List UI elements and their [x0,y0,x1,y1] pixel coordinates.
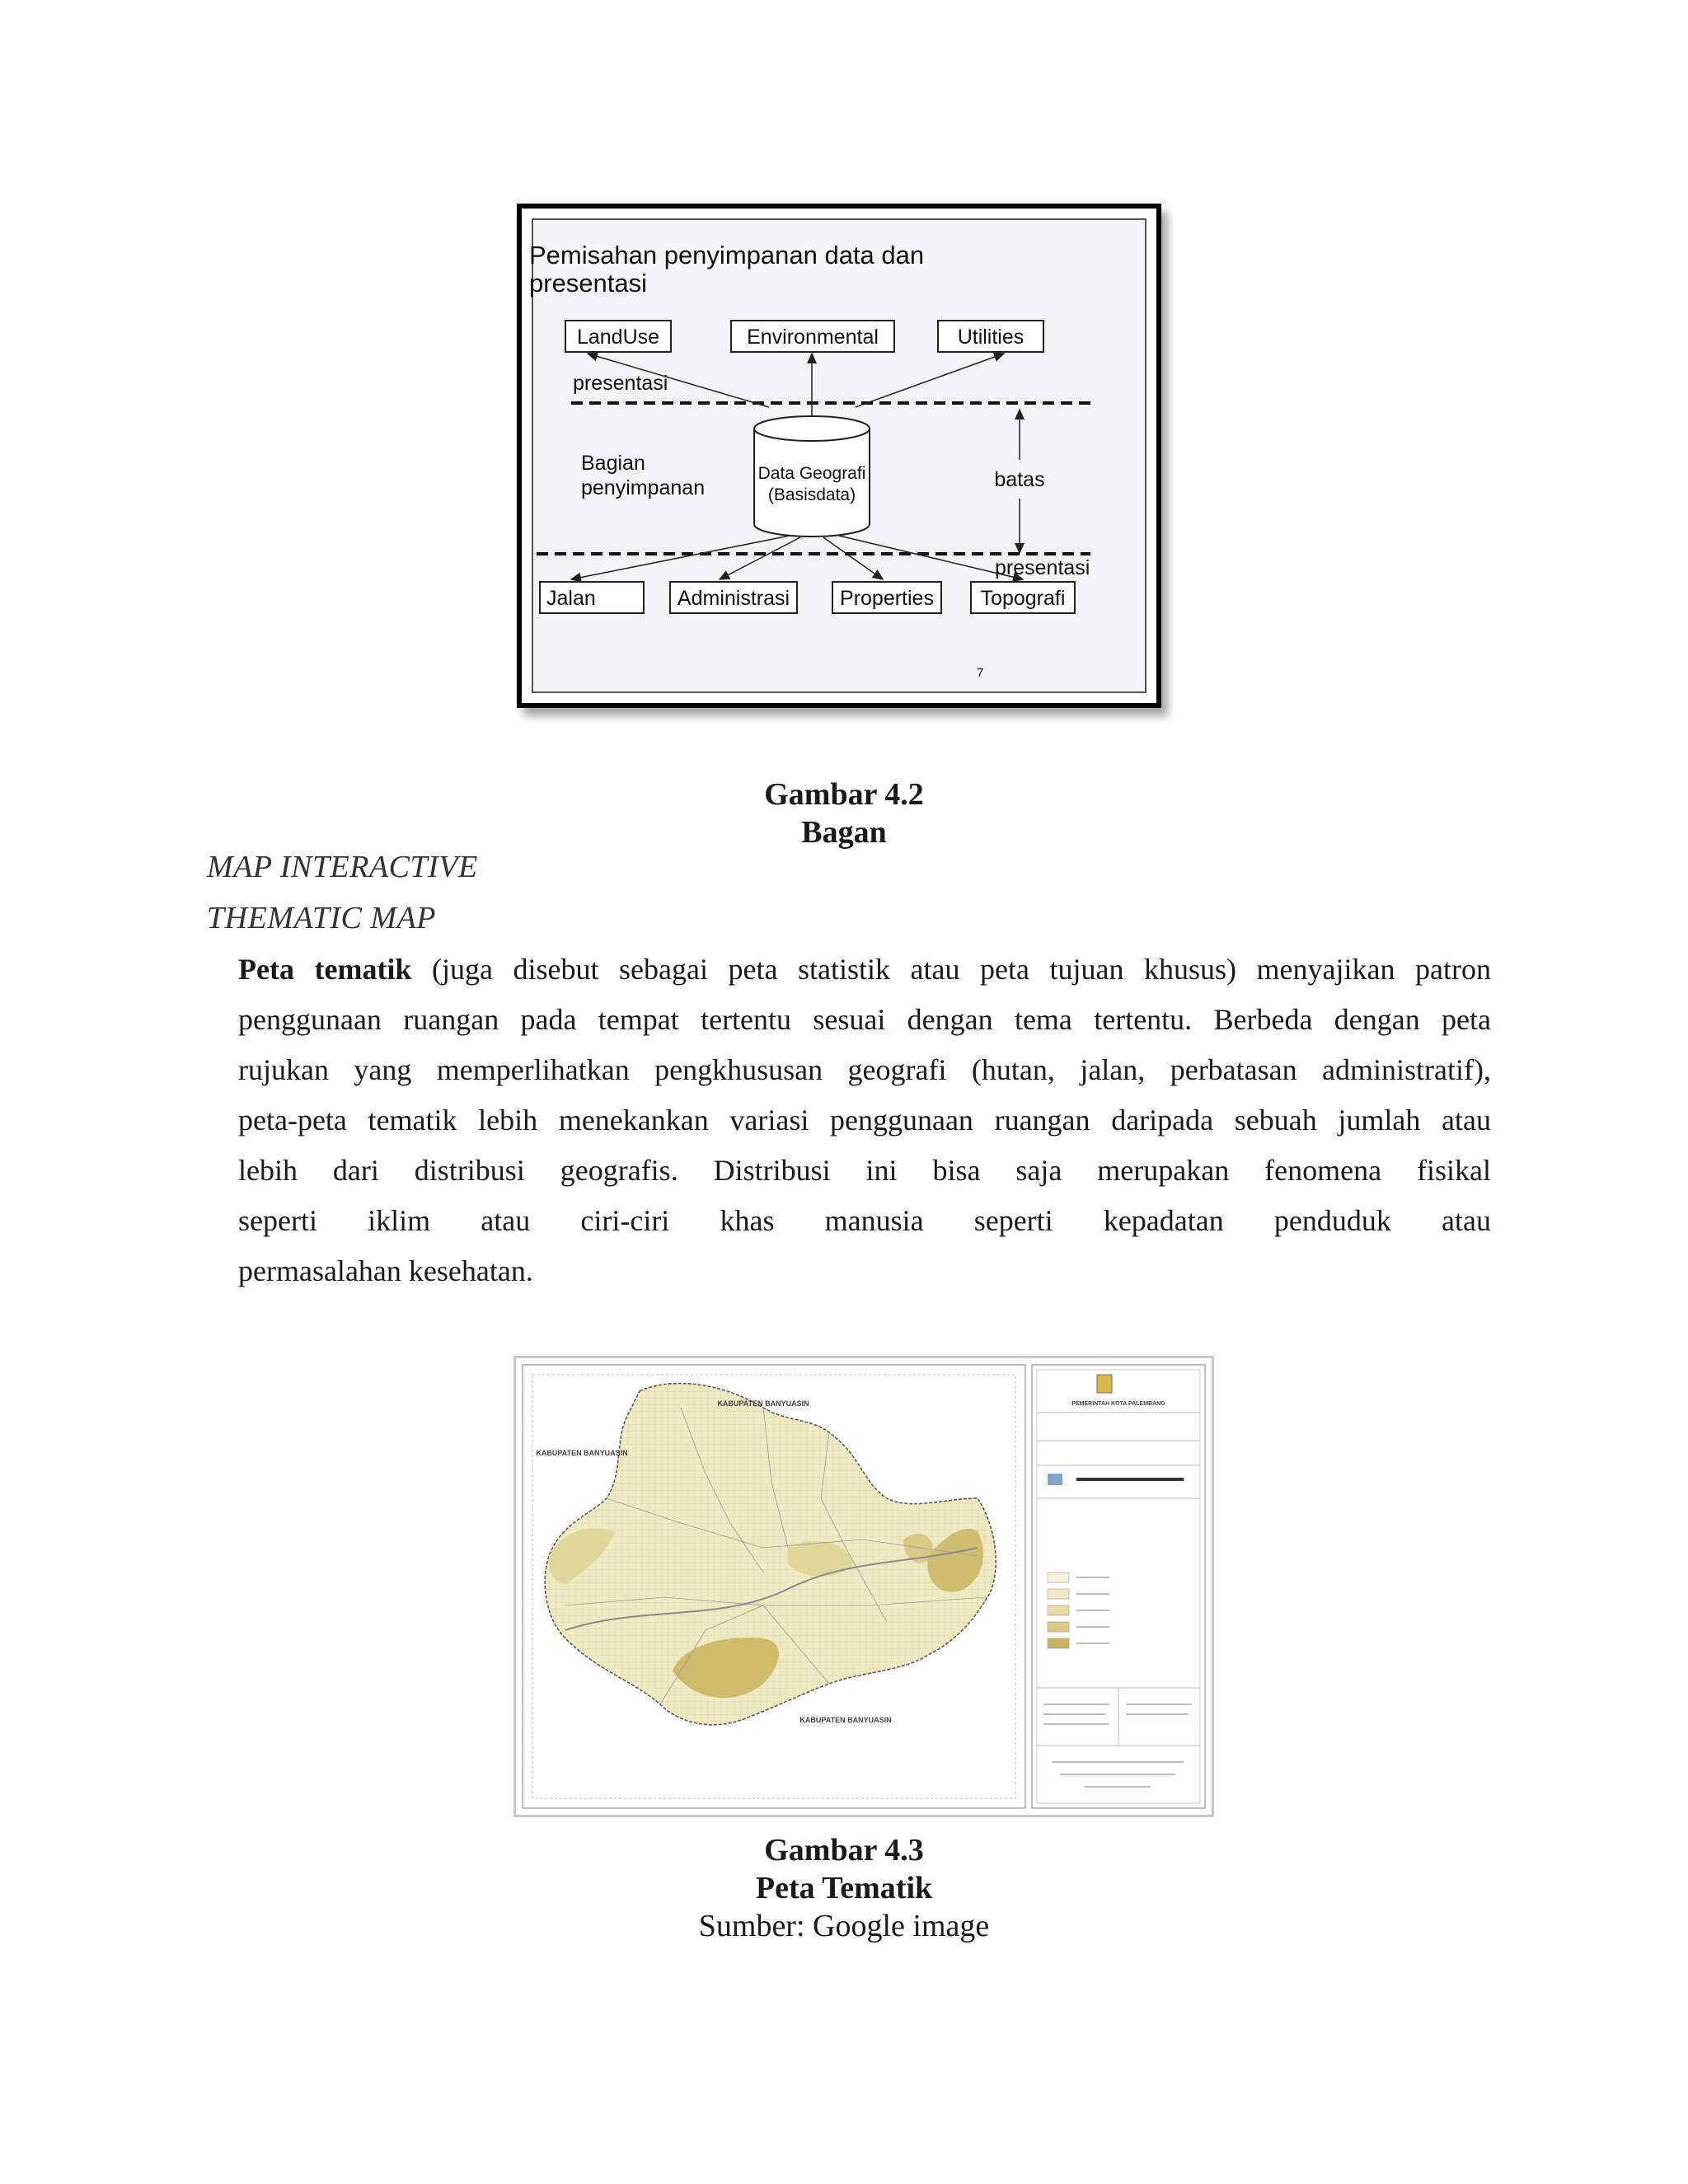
storage-label-line2: penyimpanan [581,476,706,499]
body-paragraph [238,944,1491,1296]
heading-thematic-map: THEMATIC MAP [207,901,436,935]
map-label-south: KABUPATEN BANYUASIN [799,1716,892,1724]
box-environmental-label: Environmental [747,326,879,349]
presentasi-bottom-label: presentasi [995,556,1090,579]
diagram-title-line2: presentasi [529,269,648,298]
box-landuse-label: LandUse [576,326,660,349]
paragraph-line-3: rujukan yang memperlihatkan pengkhususan geografi (hutan, jalan, perbatasan administratif), [238,1053,1491,1086]
box-jalan-label: Jalan [546,587,596,610]
caption1-subtitle: Bagan [801,815,887,850]
map-label-north: KABUPATEN BANYUASIN [717,1399,809,1408]
caption2-title: Gambar 4.3 [764,1833,924,1868]
storage-label-line1: Bagian [581,452,645,475]
paragraph-line-6: seperti iklim atau ciri-ciri khas manusia seperti kepadatan penduduk atau [238,1204,1491,1237]
paragraph-line-5: lebih dari distribusi geografis. Distribusi ini bisa saja merupakan fenomena fisikal [238,1154,1491,1187]
box-topografi-label: Topografi [980,587,1066,610]
map-inset-icon [1048,1474,1062,1485]
arrow-to-jalan [571,536,790,579]
figure-diagram [517,204,1161,708]
map-legend-title: PEMERINTAH KOTA PALEMBANG [1071,1401,1165,1407]
map-label-west: KABUPATEN BANYUASIN [536,1449,628,1457]
map-scale-bar [1076,1478,1184,1481]
caption2-subtitle: Peta Tematik [755,1871,933,1905]
map-emblem [1097,1375,1112,1393]
paragraph-line-4: peta-peta tematik lebih menekankan variasi penggunaan ruangan daripada sebuah jumlah atau [238,1104,1491,1137]
figure-thematic-map [513,1356,1214,1817]
map-svg [516,1358,1212,1815]
box-properties-label: Properties [840,587,934,610]
batas-label: batas [994,468,1045,491]
figure-caption-1 [0,776,1688,851]
figure-caption-2 [0,1831,1688,1945]
caption2-source: Sumber: Google image [698,1909,990,1943]
diagram-svg [522,209,1156,703]
database-label-line2: (Basisdata) [767,485,856,504]
paragraph-line-2: penggunaan ruangan pada tempat tertentu sesuai dengan tema tertentu. Berbeda dengan peta [238,1003,1491,1036]
caption1-title: Gambar 4.2 [764,777,924,812]
heading-map-interactive: MAP INTERACTIVE [207,850,478,884]
paragraph-line-7: permasalahan kesehatan. [238,1254,533,1287]
arrow-to-administrasi [720,537,800,579]
database-label-line1: Data Geografi [757,464,866,483]
presentasi-top-label: presentasi [573,372,668,395]
box-administrasi-label: Administrasi [677,587,790,610]
paragraph-bold-lead: Peta tematik [238,953,412,986]
slide-number: 7 [977,666,984,680]
paragraph-line-1-text: (juga disebut sebagai peta statistik atau peta tujuan khusus) menyajikan patron [411,953,1491,986]
diagram-title-line1: Pemisahan penyimpanan data dan [529,241,925,269]
box-utilities-label: Utilities [957,326,1025,349]
arrow-to-utilities [856,354,1004,407]
paragraph-line-1 [238,944,1491,995]
